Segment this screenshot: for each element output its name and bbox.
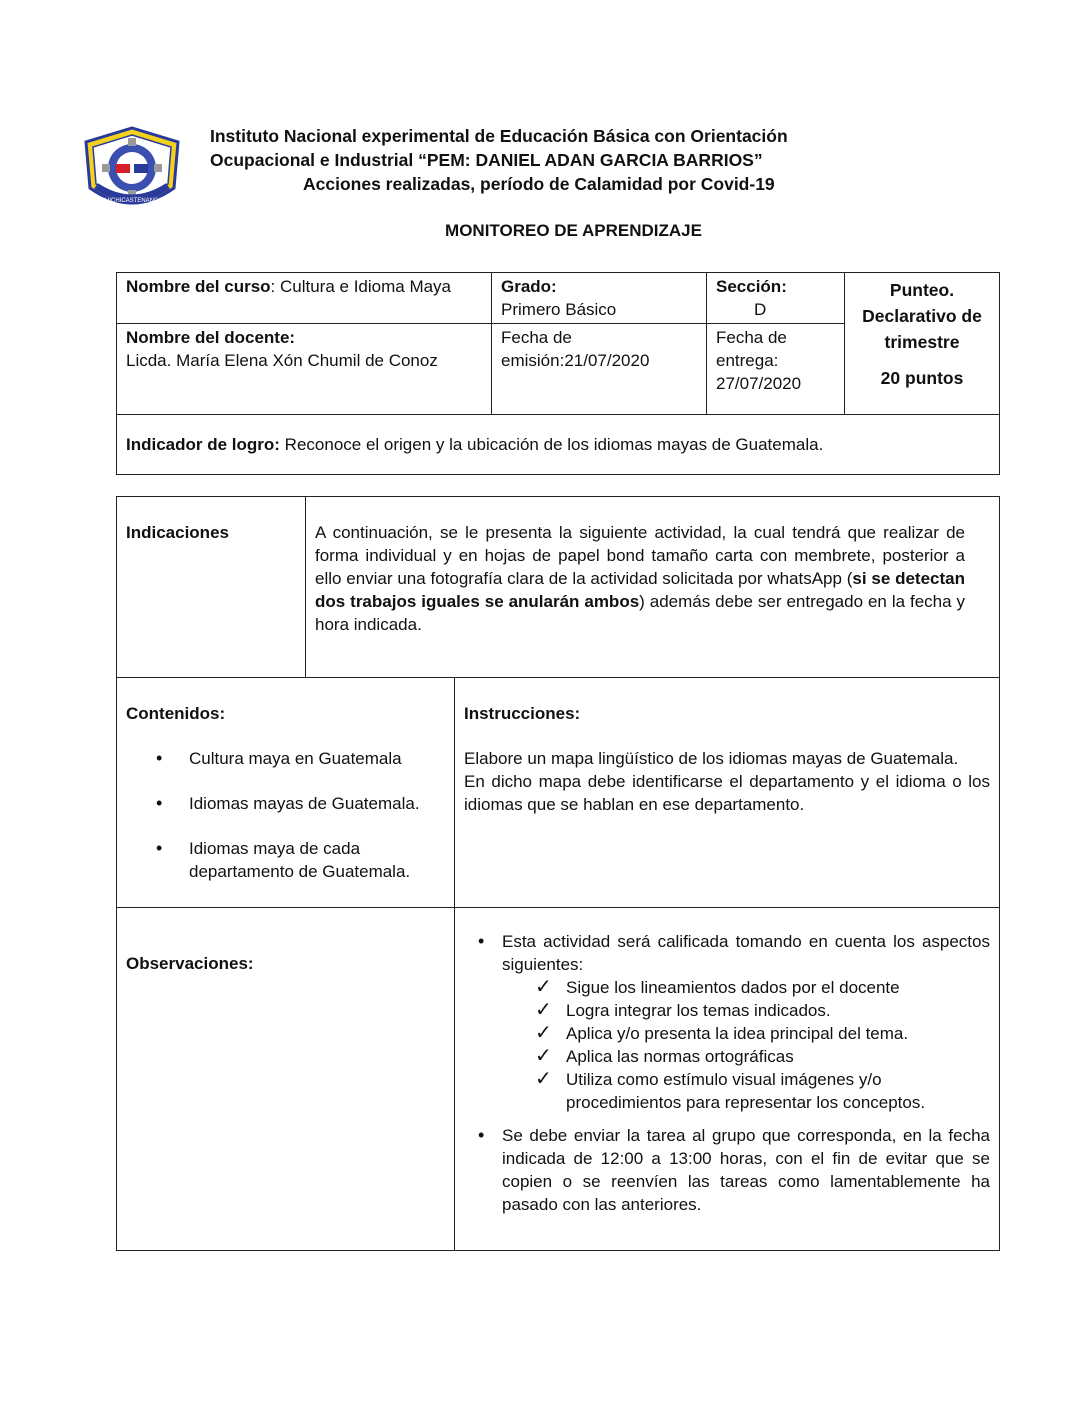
section-cell	[707, 273, 845, 324]
course-info-table	[116, 272, 1000, 475]
course-label: Nombre del curso	[126, 277, 271, 296]
indications-text-cell	[306, 497, 1000, 678]
indications-table	[116, 496, 1000, 678]
observation-item: • Esta actividad será calificada tomando en cuenta los aspectos siguientes:	[464, 930, 990, 976]
issue-date: 21/07/2020	[564, 351, 650, 370]
criteria-item: ✓ Logra integrar los temas indicados.	[526, 999, 990, 1022]
grade-value: Primero Básico	[501, 300, 617, 319]
criteria-item: ✓ Sigue los lineamientos dados por el docente	[526, 976, 990, 999]
indications-text-2: ) además debe ser entregado en la fecha y hora indicada.	[315, 592, 966, 634]
contents-item: • Cultura maya en Guatemala	[126, 747, 445, 770]
logo-text: CHICHICASTENANGO	[100, 198, 164, 204]
indications-label: Indicaciones	[126, 523, 229, 542]
score-cell	[845, 273, 1000, 415]
instructions-p1: Elabore un mapa lingüístico de los idiomas mayas de Guatemala.	[464, 749, 959, 768]
contents-item: • Idiomas maya de cada departamento de Guatemala.	[126, 837, 445, 883]
header-line-1: Instituto Nacional experimental de Educación Básica con Orientación	[210, 126, 788, 146]
teacher-cell	[117, 324, 492, 415]
teacher-value: Licda. María Elena Xón Chumil de Conoz	[126, 351, 438, 370]
instructions-label: Instrucciones:	[464, 704, 581, 723]
delivery-date-cell	[707, 324, 845, 415]
contents-label: Contenidos:	[126, 704, 226, 723]
page-title: MONITOREO DE APRENDIZAJE	[445, 221, 702, 240]
section-value: D	[754, 300, 767, 319]
grade-cell	[492, 273, 707, 324]
section-label: Sección:	[716, 277, 787, 296]
indicator-label: Indicador de logro:	[126, 435, 280, 454]
observations-label: Observaciones:	[126, 954, 254, 973]
indications-text-1: A continuación, se le presenta la siguiente actividad, la cual tendrá que realizar de forma individual y en hojas de papel bond tamaño carta con membrete, posterior a ello enviar una fotografía clara de la actividad solicitada por whatsApp (	[315, 523, 965, 588]
header-line-3: Acciones realizadas, período de Calamidad por Covid-19	[303, 174, 775, 194]
criteria-item: ✓ Aplica las normas ortográficas	[526, 1045, 990, 1068]
course-value: : Cultura e Idioma Maya	[270, 277, 452, 296]
delivery-date: 27/07/2020	[716, 374, 802, 393]
delivery-label: Fecha de entrega:	[716, 328, 787, 370]
criteria-list	[464, 976, 990, 1114]
indications-warning: si se detectan dos trabajos iguales se anularán ambos	[315, 569, 965, 611]
grade-label: Grado:	[501, 277, 557, 296]
score-value: 20 puntos	[880, 368, 964, 388]
indicator-text: Reconoce el origen y la ubicación de los idiomas mayas de Guatemala.	[279, 435, 824, 454]
teacher-label: Nombre del docente:	[126, 328, 296, 347]
instructions-cell	[455, 678, 1000, 908]
observations-label-cell	[117, 908, 455, 1251]
criteria-item: ✓ Aplica y/o presenta la idea principal del tema.	[526, 1022, 990, 1045]
criteria-item: ✓ Utiliza como estímulo visual imágenes y/o procedimientos para representar los conceptos.	[526, 1068, 990, 1114]
school-logo	[82, 126, 182, 212]
observation-item: • Se debe enviar la tarea al grupo que corresponda, en la fecha indicada de 12:00 a 13:00 horas, con el fin de evitar que se copien o se reenvíen las tareas como lamentablemente ha pasado con las anteriores.	[464, 1124, 990, 1216]
issue-date-cell	[492, 324, 707, 415]
document-header	[210, 124, 890, 196]
course-cell	[117, 273, 492, 324]
instructions-p2: En dicho mapa debe identificarse el departamento y el idioma o los idiomas que se hablan en ese departamento.	[464, 772, 990, 814]
header-line-2: Ocupacional e Industrial “PEM: DANIEL ADAN GARCIA BARRIOS”	[210, 150, 763, 170]
contents-item: • Idiomas mayas de Guatemala.	[126, 792, 445, 815]
contents-cell	[117, 678, 455, 908]
issue-label: Fecha de emisión:	[501, 328, 572, 370]
score-title: Punteo. Declarativo de trimestre	[862, 280, 982, 352]
indicator-cell	[117, 415, 1000, 475]
indications-label-cell	[117, 497, 306, 678]
activity-table	[116, 677, 1000, 1251]
contents-list	[126, 747, 445, 883]
observations-cell	[455, 908, 1000, 1251]
